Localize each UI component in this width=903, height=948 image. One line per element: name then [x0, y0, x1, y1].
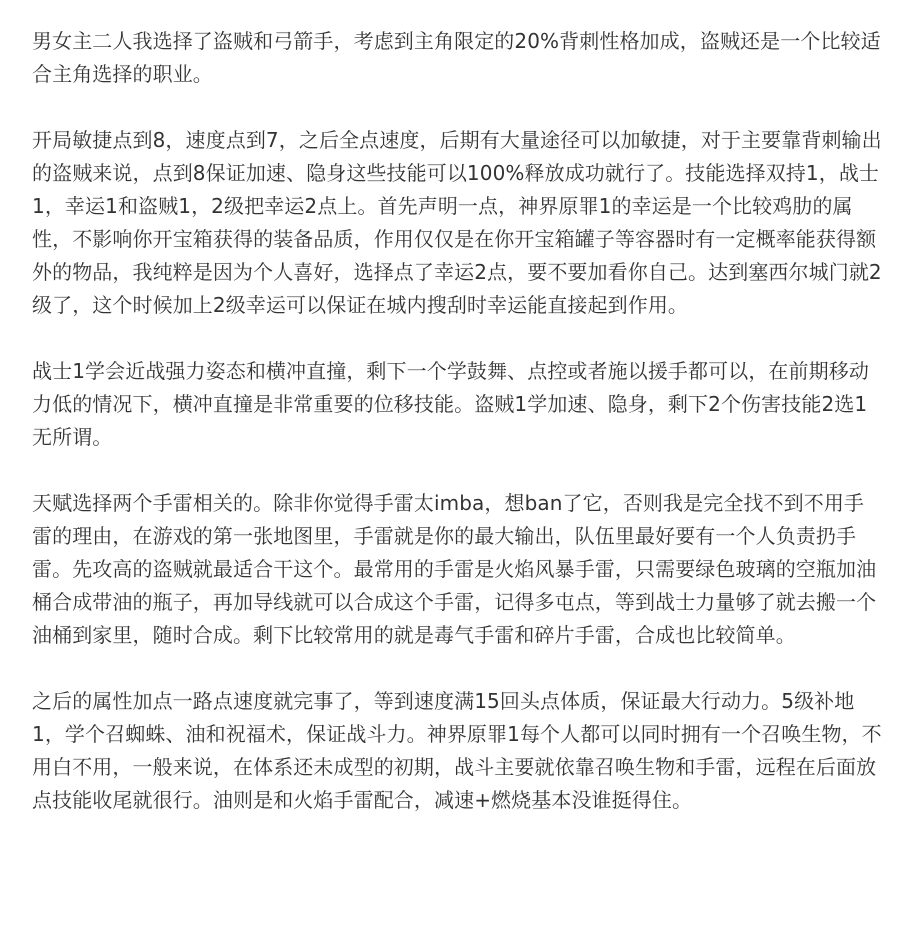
paragraph-later-progression: 之后的属性加点一路点速度就完事了，等到速度满15回头点体质，保证最大行动力。5级补地1，学个召蜘蛛、油和祝福术，保证战斗力。神界原罪1每个人都可以同时拥有一个召唤生物，不用白不用，一般来说，在体系还未成型的初期，战斗主要就依靠召唤生物和手雷，远程在后面放点技能收尾就很行。油则是和火焰手雷配合，减速+燃烧基本没谁挺得住。 — [32, 689, 882, 812]
paragraph-class-choice: 男女主二人我选择了盗贼和弓箭手，考虑到主角限定的20%背刺性格加成，盗贼还是一个比较适合主角选择的职业。 — [32, 29, 881, 86]
paragraph-warrior-and-rogue-skills: 战士1学会近战强力姿态和横冲直撞，剩下一个学鼓舞、点控或者施以援手都可以，在前期移动力低的情况下，横冲直撞是非常重要的位移技能。盗贼1学加速、隐身，剩下2个伤害技能2选1无所谓。 — [32, 359, 869, 449]
paragraph-grenade-talents: 天赋选择两个手雷相关的。除非你觉得手雷太imba，想ban了它，否则我是完全找不到不用手雷的理由，在游戏的第一张地图里，手雷就是你的最大输出，队伍里最好要有一个人负责扔手雷。先攻高的盗贼就最适合干这个。最常用的手雷是火焰风暴手雷，只需要绿色玻璃的空瓶加油桶合成带油的瓶子，再加导线就可以合成这个手雷，记得多屯点，等到战士力量够了就去搬一个油桶到家里，随时合成。剩下比较常用的就是毒气手雷和碎片手雷，合成也比较简单。 — [32, 491, 877, 647]
paragraph-attribute-and-skill-build: 开局敏捷点到8，速度点到7，之后全点速度，后期有大量途径可以加敏捷，对于主要靠背刺输出的盗贼来说，点到8保证加速、隐身这些技能可以100%释放成功就行了。技能选择双持1，战士1，幸运1和盗贼1，2级把幸运2点上。首先声明一点，神界原罪1的幸运是一个比较鸡肋的属性，不影响你开宝箱获得的装备品质，作用仅仅是在你开宝箱罐子等容器时有一定概率能获得额外的物品，我纯粹是因为个人喜好，选择点了幸运2点，要不要加看你自己。达到塞西尔城门就2级了，这个时候加上2级幸运可以保证在城内搜刮时幸运能直接起到作用。 — [32, 128, 882, 317]
